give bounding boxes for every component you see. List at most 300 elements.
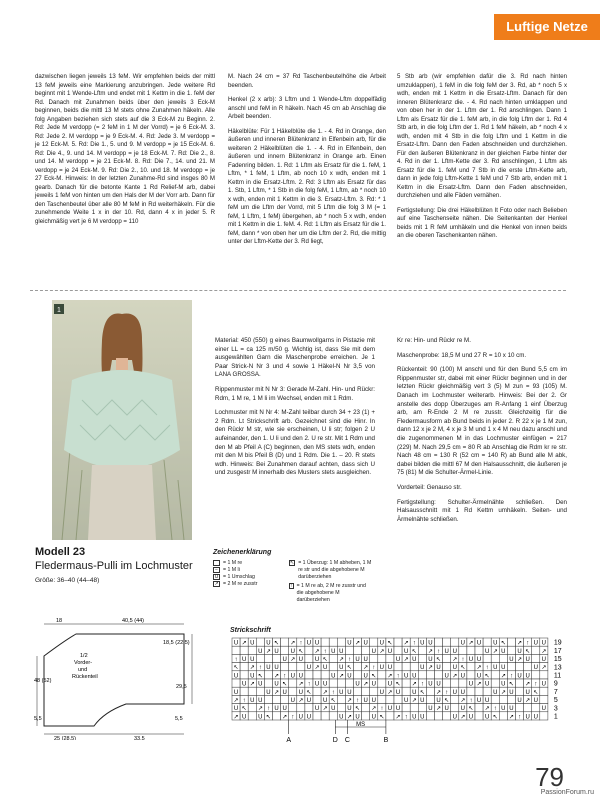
chart-cell [507,663,515,671]
chart-symbol: U [322,665,328,672]
chart-symbol: U [501,665,506,672]
chart-symbol: U [387,648,393,655]
chart-row-number: 3 [553,705,558,713]
chart-symbol: U [517,673,522,680]
chart-cell [394,638,402,646]
chart-cell [418,671,426,679]
k2tog-symbol-icon: ↗ [214,581,219,587]
chart-symbol: ↗ [541,648,547,655]
chart-symbol: ↖ [322,657,328,663]
chart-symbol: ↗ [274,673,280,680]
chart-cell [240,687,248,695]
paragraph: Material: 450 (550) g eines Baumwollgarns in Pistazie mit einer LL = ca 125 m/50 g. Wichtig ist, dass Sie mit dem ausgewählten Garn die Maschenprobe erreichen. Je 1 Paar Strick-N Nr 3 und 4 sowie 1 Häkel-N Nr 3,5 von LANA GROSSA. [215,337,375,379]
legend-item: U = 1 Umschlag [214,574,255,580]
chart-symbol: U [363,673,368,680]
chart-cell [443,712,451,720]
chart-symbol: U [347,706,352,713]
chart-cell [281,695,289,703]
chart-symbol: U [509,657,514,663]
chart-cell [313,671,321,679]
chart-symbol: U [468,657,474,663]
chart-cell [354,687,362,695]
chart-cell [321,638,329,646]
paragraph: Vorderteil: Genauso str. [397,483,462,491]
chart-symbol: ↑ [258,665,262,672]
chart-symbol: U [412,714,417,721]
chart-symbol: U [379,665,385,672]
chart-symbol: ↖ [306,689,312,696]
chart-symbol: U [258,681,263,688]
chart-symbol: U [371,714,376,721]
chart-cell [370,654,378,662]
schematic-label: 40,5 (44) [122,618,145,624]
chart-symbol: ↗ [290,657,296,663]
chart-symbol: U [468,714,474,721]
chart-cell [337,704,345,712]
chart-cell [483,687,491,695]
footer-watermark: PassionForum.ru [540,789,594,796]
chart-symbol: ↗ [290,640,296,647]
chart-symbol: ↑ [266,706,270,713]
chart-symbol: ↗ [427,665,433,672]
chart-symbol: ↑ [283,673,287,680]
paragraph: dazwischen liegen jeweils 13 feM. Wir empfehlen beids der mittl 13 feM jeweils eine Markierung anzubringen. Jede weitere Rd beginnt mit 1 Wende-Lftm und endet mit 1 Kettm in die 1. feM der Rd. Danach mit Zunahmen beids über den jeweils 3 Eck-M beginnen, beids die mittl 13 M stets ohne Zunahmen häkeln. Alle folg Angaben beziehen sich stets auf die 3 Eck-M zu Beginn. 2. Rd: Jede M verdopp (= 2 feM in 1 M der Vorrd) = je 6 Eck-M. 3. Rd: Jede 2. M verdopp = je 9 Eck-M. 4. Rd: Jede 3. M verdopp = je 12 Eck-M. 5. Rd: Die 1., 5. und 9. M verdopp = je 15 Eck-M. 6. Rd: Die 4., 9. und 14. M verdopp = je 18 Eck-M. 7. Rd: Die 2., 8. und 14. M verdopp = je 21 Eck-M. 8. Rd: Die 7., 14. und 21. M verdopp = je 24 Eck-M. 9. Rd: Die 2., 10. und 18. M verdopp = je 27 Eck-M. Hinweis: In der letzten Zunahme-Rd sind insges 80 M gearb. Danach für die betonte Kante 1 Rd Relief-M arb, dabei jeweils 1 feM von hinten um den Hals der M der Vorr arb. Dann für den Taschenbeutel über alle 80 M feM in Rd weiterhäkeln. Für die zunehmende Weite 1 x in der 10. Rd, dann 4 x in jeder 5. R gleichmäßig vert je 6 M verdopp = 110 [35,73,215,225]
chart-symbol: U [436,681,441,688]
yarn-over-symbol-icon: U [214,574,219,580]
chart-symbol: U [468,681,474,688]
chart-symbol: U [314,681,320,688]
chart-symbol: U [428,640,433,647]
chart-cell [483,654,491,662]
chart-cell [451,695,459,703]
chart-cell [475,646,483,654]
chart-symbol: U [541,657,547,663]
chart-symbol: U [460,706,466,713]
chart-symbol: U [403,698,409,704]
chart-symbol: ↗ [338,657,344,663]
chart-symbol: ↗ [452,657,458,663]
chart-symbol: U [484,698,490,704]
chart-symbol: U [282,689,287,696]
chart-cell [459,679,467,687]
chart-cell [362,687,370,695]
chart-symbol: U [428,706,433,713]
chart-symbol: U [250,657,255,663]
paragraph: Häkelblüte: Für 1 Häkelblüte die 1. - 4. Rd in Orange, den äußeren und inneren Blütenkranz in Elfenbein arb, für die weiteren 2 Häkelblüten die 1. - 4. Rd in Elfenbein, den äußeren und innern Blütenkranz in Orange arb. Einen Fadenring bilden. 1. Rd: 1 Lftm als Ersatz für die 1. feM, 1 Lftm, * 1 feM, 1 Lftm, ab noch 10 x wdh, enden mit 1 Kettm in die Ersatz-Lftm. 2. Rd: 3 Lftm als Ersatz für das 1. Stb, 1 Lftm, * 1 Stb in die folg feM, 1 Lftm, ab * noch 10 x wdh, enden mit 1 Kettm in die 3. Ersatz-Lftm. 3. Rd: * 1 feM um die Lftm der Vorrd, mit 5 Lftm die folg 3 M (= 1 feM, 1 Lftm, 1 feM) übergehen, ab * noch 5 x wdh, enden mit 1 Kettm in die 1. feM. 4. Rd: 1 Lftm als Ersatz für die 1. feM, dann * von oben her um die Lftm der 2. Rd, die mittig unter der Lftm-Kette der 3. Rd liegt, [228,127,386,245]
chart-symbol: ↖ [330,698,336,704]
chart-cell [394,646,402,654]
chart-symbol: ↗ [395,714,401,721]
chart-symbol: ↗ [541,665,547,672]
chart-symbol: U [493,689,498,696]
chart-row-number: 5 [553,697,558,705]
schematic-label: Vorder- [74,660,93,666]
chart-symbol: ↖ [525,648,531,655]
chart-symbol: ↗ [427,648,433,655]
chart-symbol: ↑ [323,648,327,655]
chart-symbol: U [274,706,279,713]
chart-symbol: ↗ [476,681,482,688]
chart-symbol: U [363,657,368,663]
chart-symbol: U [355,681,360,688]
chart-symbol: U [298,657,304,663]
chart-symbol: ↑ [445,689,449,696]
ssk-symbol-icon: ↖ [290,560,295,566]
text-column-1 [35,73,215,232]
chart-cell [273,695,281,703]
chart-symbol: U [258,698,263,704]
chart-symbol: ↖ [371,673,377,680]
chart-symbol: ↑ [307,681,311,688]
paragraph: M. Nach 24 cm = 37 Rd Taschenbeutelhöhe die Arbeit beenden. [228,73,386,89]
chart-symbol: U [306,714,312,721]
chart-symbol: ↗ [500,689,506,696]
legend [213,560,373,604]
chart-cell [394,663,402,671]
chart-symbol: U [298,714,304,721]
chart-cell [240,671,248,679]
chart-cell [289,679,297,687]
chart-symbol: ↗ [492,648,498,655]
chart-cell [516,687,524,695]
chart-cell [426,695,434,703]
chart-cell [491,654,499,662]
chart-cell [532,671,540,679]
chart-cell [467,663,475,671]
chart-symbol: ↗ [338,673,344,680]
chart-cell [475,704,483,712]
chart-cell [313,695,321,703]
chart-cell [491,671,499,679]
paragraph: Fertigstellung: Die drei Häkelblüten It Foto oder nach Belieben auf eine Taschenseite nähen. Die Seitenkanten der Henkel beids mit 1 R feM umhäkeln und die Henkel von innen beids an die oberen Taschenkanten nähen. [397,206,567,239]
chart-cell [402,663,410,671]
chart-cell [426,712,434,720]
chart-symbol: U [282,706,287,713]
chart-symbol: ↗ [436,706,442,713]
chart-symbol: U [331,673,336,680]
chart-symbol: U [428,657,433,663]
chart-marker-label: B [383,737,389,744]
chart-symbol: U [266,665,271,672]
chart-symbol: ↗ [500,673,506,680]
chart-symbol: ↖ [282,681,288,688]
chart-cell [248,712,256,720]
chart-cell [321,671,329,679]
chart-cell [329,712,337,720]
chart-cell [532,704,540,712]
chart-symbol: U [258,714,263,721]
chart-symbol: U [355,714,360,721]
chart-symbol: U [452,714,457,721]
chart-symbol: U [525,673,530,680]
chart-symbol: U [436,665,441,672]
chart-symbol: U [501,681,506,688]
chart-symbol: U [412,689,417,696]
chart-cell [451,638,459,646]
paragraph: Kr re: Hin- und Rückr re M. [397,337,471,344]
chart-cell [370,687,378,695]
chart-symbol: ↗ [274,689,280,696]
chart-symbol: U [314,657,320,663]
chart-row-number: 19 [553,639,562,647]
chart-cell [410,704,418,712]
chart-symbol: U [258,648,263,655]
chart-symbol: ↑ [356,698,360,704]
chart-symbol: U [501,648,506,655]
chart-symbol: U [290,648,295,655]
chart-symbol: ↖ [500,640,506,647]
chart-symbol: U [501,706,506,713]
chart-cell [273,712,281,720]
chart-symbol: ↖ [346,665,352,672]
chart-marker-label: C [344,737,350,744]
chart-symbol: ↗ [355,640,361,647]
purl-symbol-icon: − [213,567,220,573]
chart-symbol: ↑ [242,698,246,704]
legend-item: ↗ = 2 M re zusstr [214,581,258,587]
schematic-label: 48 (52) [34,678,52,684]
chart-symbol: U [484,648,490,655]
chart-cell [418,704,426,712]
chart-cell [459,646,467,654]
paragraph: Henkel (2 x arb): 3 Lftm und 1 Wende-Lftm doppelfädig anschl und feM in R häkeln. Nach 45 cm ab Anschlag die Arbeit beenden. [228,96,386,120]
legend-item: ↖ = 1 Überzug: 1 M abheben, 1 M re str und die abgehobene M darüberziehen [290,560,372,580]
chart-symbol: U [314,640,320,647]
chart-symbol: U [298,673,304,680]
chart-symbol: ↖ [379,714,385,721]
chart-symbol: U [452,689,457,696]
chart-cell [321,712,329,720]
chart-symbol: U [509,689,514,696]
model-subtitle: Fledermaus-Pulli im Lochmuster [35,560,193,572]
chart-cell [281,646,289,654]
chart-cell [499,712,507,720]
chart-symbol: U [379,640,385,647]
chart-cell [281,638,289,646]
chart-symbol: ↖ [233,665,239,672]
chart-symbol: U [363,698,368,704]
chart-cell [273,654,281,662]
chart-cell [386,695,394,703]
chart-cell [264,671,272,679]
chart-cell [524,704,532,712]
chart-cell [329,679,337,687]
chart-symbol: ↑ [234,657,238,663]
chart-symbol: ↑ [485,665,489,672]
schematic-label: 33,5 [134,736,145,740]
chart-cell [345,646,353,654]
chart-symbol: ↑ [299,640,303,647]
chart-symbol: U [395,706,401,713]
chart-symbol: ↗ [403,657,409,663]
chart-cell [443,663,451,671]
chart-cell [410,663,418,671]
paragraph: Lochmuster mit N Nr 4: M-Zahl teilbar durch 34 + 23 (1) + 2 Rdm. Lt Strickschrift arb. Gezeichnet sind die Hinr. In den Rückr M str, wie sie erscheinen, U li str; folgen 2 U aufeinander, den 1. U li und den 2. U re str. Mit 1 Rdm und den M ab Pfeil A (C) beginnen, den MS stets wdh, enden mit den M bis Pfeil B (D) und 1 Rdm. Die 1. – 20. R stets wdh. Hinweis: Bei Zunahmen darauf achten, dass sich U und zusgestr M innerhalb des Musters stets ausgleichen. [215,409,375,477]
chart-cell [475,687,483,695]
chart-symbol: ↗ [517,640,523,647]
chart-symbol: ↗ [508,714,514,721]
chart-cell [386,654,394,662]
chart-cell [394,695,402,703]
chart-cell [443,679,451,687]
chart-symbol: ↗ [298,698,304,704]
chart-symbol: U [412,673,417,680]
chart-symbol: ↖ [533,689,539,696]
section-divider [30,290,566,291]
chart-cell [532,646,540,654]
chart-cell [281,663,289,671]
chart-symbol: ↖ [492,714,498,721]
chart-row-number: 17 [553,647,562,655]
chart-symbol: U [314,706,320,713]
chart-cell [313,687,321,695]
chart-symbol: ↖ [274,640,280,647]
chart-symbol: ↑ [412,640,416,647]
chart-marker-label: D [332,737,338,744]
chart-cell [532,654,540,662]
text-column-3 [397,73,567,247]
chart-cell [426,687,434,695]
chart-cell [354,663,362,671]
chart-cell [402,687,410,695]
chart-cell [418,654,426,662]
chart-symbol: ↗ [460,714,466,721]
chart-symbol: U [444,673,449,680]
chart-symbol: U [517,698,522,704]
chart-symbol: ↗ [517,657,523,663]
chart-symbol: U [371,698,376,704]
chart-symbol: U [306,640,312,647]
chart-title: Strickschrift [230,627,271,634]
chart-symbol: ↑ [437,648,441,655]
chart-symbol: U [339,689,344,696]
chart-symbol: U [347,673,352,680]
chart-symbol: U [484,681,490,688]
chart-cell [443,654,451,662]
chart-cell [305,654,313,662]
chart-symbol: U [420,665,425,672]
chart-symbol: U [452,665,457,672]
chart-cell [337,638,345,646]
chart-cell [507,695,515,703]
chart-cell [516,679,524,687]
chart-cell [443,638,451,646]
chart-cell [435,712,443,720]
knit-symbol-icon [213,560,220,566]
chart-cell [329,663,337,671]
chart-symbol: ↑ [331,689,335,696]
chart-cell [248,646,256,654]
chart-symbol: U [339,714,344,721]
chart-symbol: U [290,673,295,680]
chart-cell [418,646,426,654]
chart-cell [499,654,507,662]
chart-symbol: U [476,657,482,663]
chart-symbol: ↗ [525,698,531,704]
chart-cell [248,687,256,695]
chart-cell [378,679,386,687]
chart-symbol: ↑ [291,714,295,721]
chart-symbol: U [533,665,538,672]
chart-symbol: U [233,673,239,680]
schematic-label: 18 [56,618,63,624]
chart-symbol: ↗ [314,665,320,672]
chart-cell [240,646,248,654]
chart-symbol: U [476,698,482,704]
chart-symbol: U [525,657,530,663]
chart-symbol: ↑ [372,665,376,672]
chart-symbol: ↗ [476,665,482,672]
chart-symbol: ↑ [396,673,400,680]
chart-cell [378,671,386,679]
chart-cell [451,679,459,687]
legend-title: Zeichenerklärung [213,549,272,556]
chart-symbol: U [298,689,304,696]
chart-cell [426,671,434,679]
chart-cell [256,654,264,662]
chart-cell [329,654,337,662]
chart-symbol: ↗ [411,698,417,704]
chart-row-number: 7 [553,688,558,696]
chart-symbol: ↗ [403,640,409,647]
chart-symbol: U [274,681,279,688]
chart-symbol: ↖ [265,714,271,721]
chart-cell [467,687,475,695]
garment-schematic [34,616,198,740]
chart-cell [256,638,264,646]
chart-cell [264,679,272,687]
chart-cell [516,663,524,671]
model-title: Modell 23 [35,546,86,558]
chart-symbol: ↗ [346,698,352,704]
chart-symbol: U [460,673,466,680]
chart-symbol: U [306,665,312,672]
chart-symbol: ↑ [469,698,473,704]
chart-symbol: U [525,689,530,696]
chart-symbol: U [509,706,514,713]
chart-cell [540,687,548,695]
chart-symbol: U [428,681,433,688]
chart-symbol: ↗ [265,648,271,655]
chart-symbol: U [355,657,360,663]
chart-symbol: ↗ [387,673,393,680]
chart-row-number: 1 [553,713,558,721]
chart-symbol: U [517,648,522,655]
chart-cell [232,679,240,687]
chart-symbol: U [347,640,352,647]
chart-cell [362,704,370,712]
chart-cell [451,704,459,712]
photo-badge: 1 [57,307,61,314]
chart-ms-label: MS [356,722,366,728]
chart-cell [499,695,507,703]
chart-symbol: ↖ [419,689,425,696]
chart-cell [402,704,410,712]
chart-cell [305,671,313,679]
instructions-column-right [397,337,567,530]
chart-symbol: U [282,657,287,663]
schematic-label: 18,5 (22,5) [163,640,190,646]
instructions-column-middle [215,337,375,484]
chart-symbol: U [533,714,538,721]
chart-symbol: ↖ [355,706,361,713]
chart-symbol: U [420,640,425,647]
schematic-label: und [78,667,88,673]
chart-cell [289,704,297,712]
legend-item: ↑ = 1 M re ab, 2 M re zusstr und die abgehobene M darüberziehen [290,583,366,603]
chart-cell [378,695,386,703]
chart-symbol: ↑ [347,657,351,663]
